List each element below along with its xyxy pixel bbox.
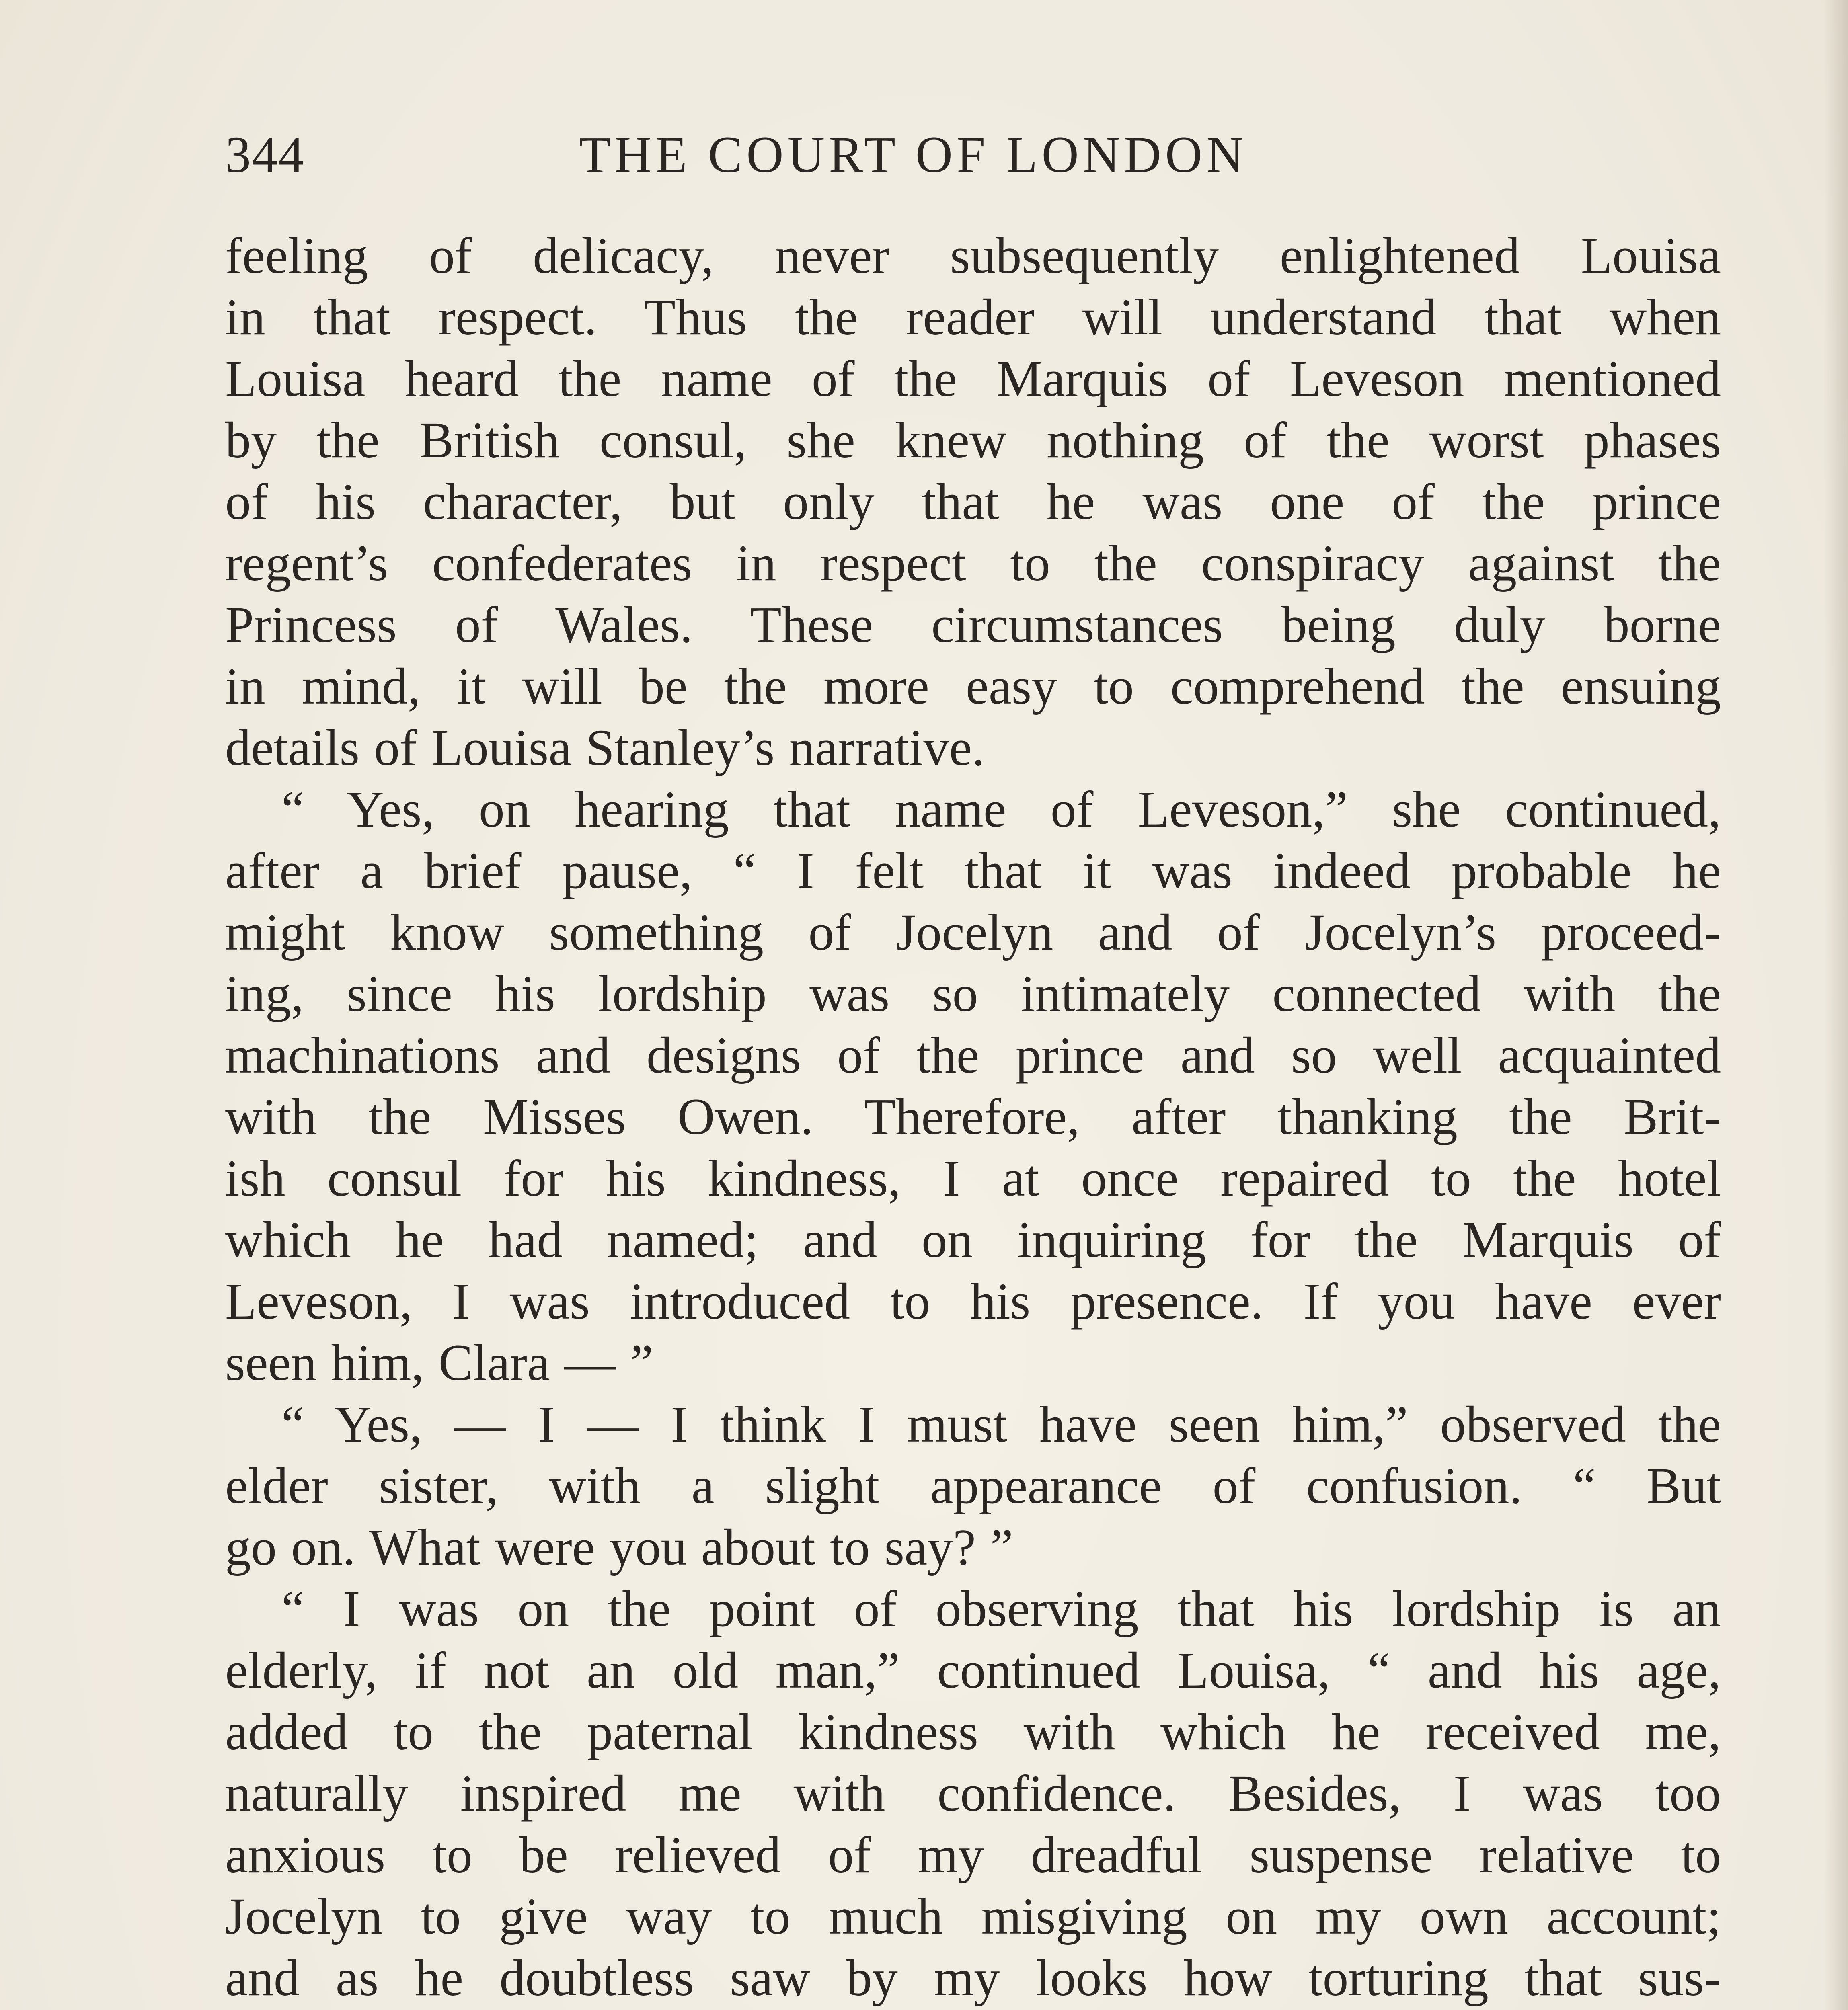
text-line: after a brief pause, “ I felt that it was indeed probable he (225, 842, 1721, 899)
text-line: Jocelyn to give way to much misgiving on my own account; (225, 1888, 1721, 1945)
page-number: 344 (225, 126, 305, 183)
text-line: machinations and designs of the prince and so well acquainted (225, 1027, 1721, 1084)
text-line: added to the paternal kindness with which he received me, (225, 1703, 1721, 1760)
text-line: in mind, it will be the more easy to comprehend the ensuing (225, 658, 1721, 715)
text-line: naturally inspired me with confidence. Besides, I was too (225, 1765, 1721, 1822)
text-line: “ I was on the point of observing that his lordship is an (281, 1580, 1721, 1637)
text-line: seen him, Clara — ” (225, 1334, 653, 1391)
text-line: with the Misses Owen. Therefore, after thanking the Brit- (225, 1088, 1721, 1145)
text-line: and as he doubtless saw by my looks how torturing that sus- (225, 1949, 1721, 2006)
text-line: “ Yes, on hearing that name of Leveson,” she continued, (281, 781, 1721, 838)
body-text (225, 225, 1721, 2010)
text-line: might know something of Jocelyn and of Jocelyn’s proceed- (225, 904, 1721, 961)
text-line: details of Louisa Stanley’s narrative. (225, 719, 985, 776)
text-line: go on. What were you about to say? ” (225, 1519, 1013, 1576)
text-line: Leveson, I was introduced to his presence. If you have ever (225, 1273, 1721, 1330)
text-line: anxious to be relieved of my dreadful suspense relative to (225, 1826, 1721, 1883)
text-line: by the British consul, she knew nothing of the worst phases (225, 412, 1721, 469)
text-line: “ Yes, — I — I think I must have seen him,” observed the (281, 1396, 1721, 1453)
text-line: ing, since his lordship was so intimately connected with the (225, 965, 1721, 1022)
text-line: elderly, if not an old man,” continued Louisa, “ and his age, (225, 1642, 1721, 1699)
text-line: of his character, but only that he was one of the prince (225, 473, 1721, 530)
text-line: regent’s confederates in respect to the conspiracy against the (225, 535, 1721, 592)
text-line: ish consul for his kindness, I at once repaired to the hotel (225, 1150, 1721, 1207)
page-edge-shadow (1824, 0, 1848, 2010)
text-line: in that respect. Thus the reader will understand that when (225, 289, 1721, 346)
text-line: feeling of delicacy, never subsequently enlightened Louisa (225, 227, 1721, 284)
text-line: Louisa heard the name of the Marquis of Leveson mentioned (225, 350, 1721, 407)
text-line: Princess of Wales. These circumstances being duly borne (225, 596, 1721, 653)
running-head (225, 117, 1721, 193)
running-title: THE COURT OF LONDON (579, 126, 1248, 183)
text-line: which he had named; and on inquiring for the Marquis of (225, 1211, 1721, 1268)
text-line: elder sister, with a slight appearance of confusion. “ But (225, 1457, 1721, 1514)
